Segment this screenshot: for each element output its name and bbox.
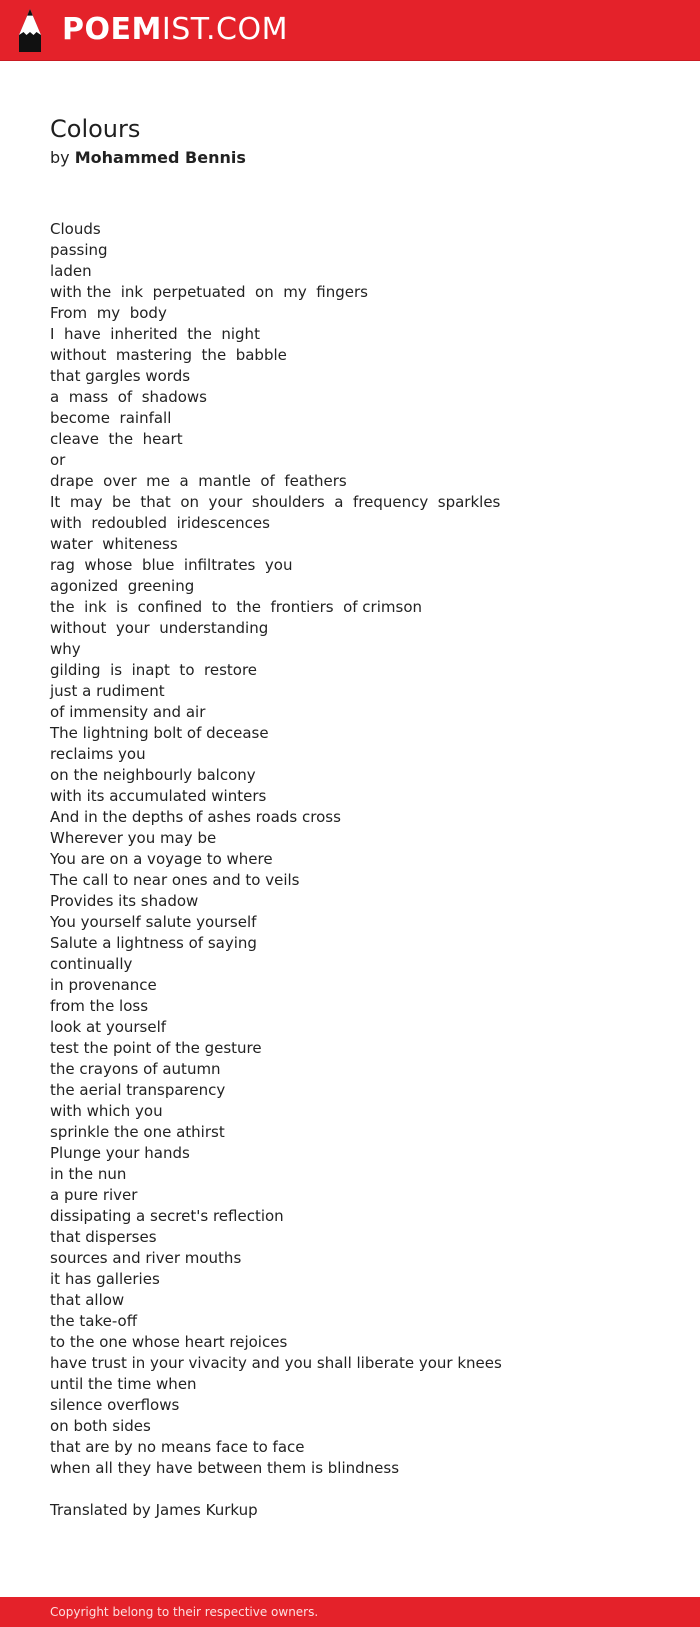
poem-line: reclaims you [50, 745, 146, 763]
poem-line: passing [50, 241, 108, 259]
poem-line: sources and river mouths [50, 1249, 242, 1267]
poem-line: why [50, 640, 81, 658]
poem-line: on both sides [50, 1417, 151, 1435]
poem-line: or [50, 451, 66, 469]
poem-line: the ink is confined to the frontiers of crimson [50, 598, 423, 616]
byline [50, 147, 246, 169]
poem-line: the aerial transparency [50, 1081, 226, 1099]
site-footer [0, 1597, 700, 1627]
by-label: by [50, 148, 70, 167]
poem-line: Plunge your hands [50, 1144, 190, 1162]
poem-line: without your understanding [50, 619, 269, 637]
poem-line: with the ink perpetuated on my fingers [50, 283, 368, 301]
site-logo[interactable] [62, 12, 288, 48]
poem-body [50, 219, 670, 1479]
poem-line: test the point of the gesture [50, 1039, 262, 1057]
poem-line: to the one whose heart rejoices [50, 1333, 288, 1351]
poem-line: it has galleries [50, 1270, 160, 1288]
poem-line: the take-off [50, 1312, 138, 1330]
poem-line: water whiteness [50, 535, 178, 553]
poem-line: Wherever you may be [50, 829, 217, 847]
poem-line: that allow [50, 1291, 125, 1309]
poem-line: with redoubled iridescences [50, 514, 270, 532]
author-name: Mohammed Bennis [74, 148, 246, 167]
poem-line: the crayons of autumn [50, 1060, 221, 1078]
poem-line: Provides its shadow [50, 892, 199, 910]
poem-line: agonized greening [50, 577, 195, 595]
poem-line: become rainfall [50, 409, 172, 427]
poem-line: Clouds [50, 220, 101, 238]
poem-line: with its accumulated winters [50, 787, 267, 805]
poem-line: without mastering the babble [50, 346, 287, 364]
poem-line: I have inherited the night [50, 325, 260, 343]
site-header [0, 0, 700, 61]
poem-line: sprinkle the one athirst [50, 1123, 225, 1141]
poem-line: drape over me a mantle of feathers [50, 472, 347, 490]
poem-line: that gargles words [50, 367, 191, 385]
poem-line: gilding is inapt to restore [50, 661, 258, 679]
poem-line: You are on a voyage to where [50, 850, 273, 868]
poem-line: with which you [50, 1102, 163, 1120]
poem-line: have trust in your vivacity and you shall liberate your knees [50, 1354, 502, 1372]
pencil-tip-icon[interactable] [17, 9, 43, 52]
poem-line: from the loss [50, 997, 149, 1015]
poem-title: Colours [50, 115, 141, 143]
poem-line: silence overflows [50, 1396, 180, 1414]
brand-bold: POEM [62, 12, 162, 47]
poem-line: that are by no means face to face [50, 1438, 305, 1456]
poem-line: The lightning bolt of decease [50, 724, 269, 742]
poem-line: It may be that on your shoulders a frequency sparkles [50, 493, 501, 511]
poem-line: cleave the heart [50, 430, 183, 448]
brand-light: IST.COM [161, 12, 288, 47]
poem-line: The call to near ones and to veils [50, 871, 300, 889]
poem-line: laden [50, 262, 92, 280]
poem-line: continually [50, 955, 133, 973]
poem-line: until the time when [50, 1375, 197, 1393]
poem-line: of immensity and air [50, 703, 206, 721]
poem-line: when all they have between them is blindness [50, 1459, 400, 1477]
poem-line: You yourself salute yourself [50, 913, 257, 931]
poem-line: just a rudiment [50, 682, 165, 700]
poem-line: in the nun [50, 1165, 127, 1183]
poem-line: dissipating a secret's reflection [50, 1207, 284, 1225]
poem-line: Salute a lightness of saying [50, 934, 257, 952]
poem-line: And in the depths of ashes roads cross [50, 808, 341, 826]
poem-line: that disperses [50, 1228, 157, 1246]
poem-line: rag whose blue infiltrates you [50, 556, 293, 574]
poem-line: in provenance [50, 976, 157, 994]
poem-line: a pure river [50, 1186, 138, 1204]
poem-line: From my body [50, 304, 167, 322]
copyright-notice: Copyright belong to their respective owners. [50, 1605, 319, 1619]
poem-line: look at yourself [50, 1018, 167, 1036]
translator-credit: Translated by James Kurkup [50, 1501, 258, 1519]
poem-line: on the neighbourly balcony [50, 766, 256, 784]
poem-line: a mass of shadows [50, 388, 207, 406]
